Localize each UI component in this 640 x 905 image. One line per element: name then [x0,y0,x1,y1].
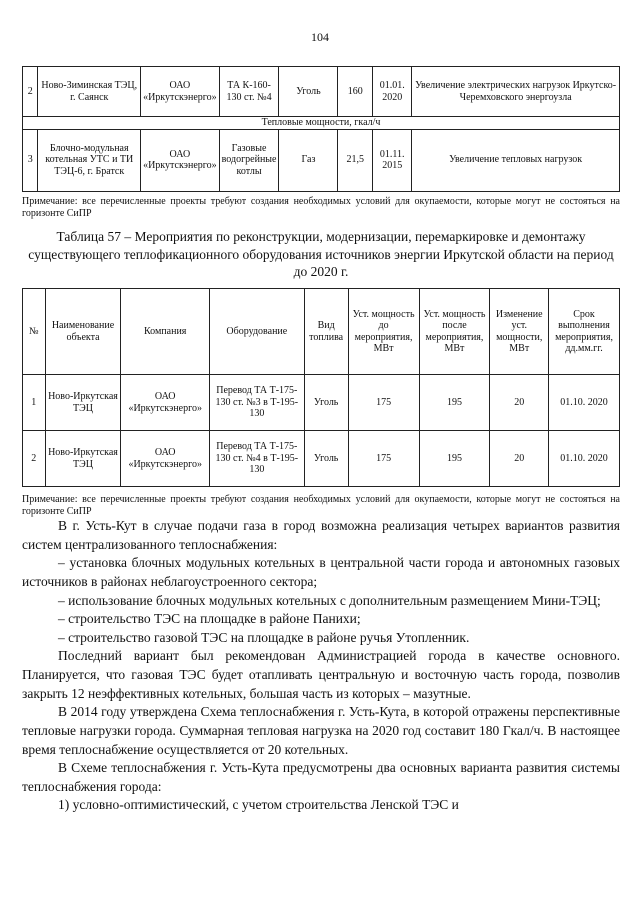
table-cell-change: 20 [490,431,549,487]
paragraph: В 2014 году утверждена Схема теплоснабжения г. Усть-Кута, в которой отражены перспективные тепловые нагрузки города. Суммарная тепловая нагрузка на 2020 год составит 180 Гкал/ч. В настоящее время теплоснабжение осуществляется от 20 котельных. [22,704,620,757]
table-caption: Таблица 57 – Мероприятия по реконструкции, модернизации, перемаркировке и демонтажу существующего теплофикационного оборудования источников энергии Иркутской области на период до 2020 г. [28,229,614,280]
table-row [23,431,620,487]
list-item: – установка блочных модульных котельных в центральной части города и автономных газовых источников в районах неблагоустроенного сектора; [22,555,620,589]
table-cell-after: 195 [419,431,490,487]
column-header: Уст. мощность после мероприятия, МВт [419,289,490,375]
table-cell-fuel: Газ [279,129,338,191]
column-header: Вид топлива [304,289,348,375]
table-cell-name: Блочно-модульная котельная УТС и ТИ ТЭЦ-6, г. Братск [38,129,141,191]
table-cell-capacity: 160 [338,67,373,117]
table-cell-company: ОАО «Иркутскэнерго» [121,375,210,431]
table-cell-name: Ново-Зиминская ТЭЦ, г. Саянск [38,67,141,117]
table-span-row [23,117,620,130]
column-header: Наименование объекта [45,289,121,375]
table-cell-fuel: Уголь [304,431,348,487]
page-number: 104 [311,30,329,44]
table-cell-company: ОАО «Иркутскэнерго» [141,67,220,117]
table-cell-fuel: Уголь [304,375,348,431]
table-cell-reason: Увеличение электрических нагрузок Иркутско-Черемховского энергоузла [412,67,620,117]
table-cell-company: ОАО «Иркутскэнерго» [121,431,210,487]
column-header: Компания [121,289,210,375]
column-header: Изменение уст. мощности, МВт [490,289,549,375]
table-row [23,129,620,191]
table-cell-num: 2 [23,67,38,117]
table-cell-equipment: Перевод ТА Т-175-130 ст. №3 в Т-195-130 [209,375,304,431]
table-cell-num: 2 [23,431,46,487]
list-item: – использование блочных модульных котельных с дополнительным размещением Мини-ТЭЦ; [58,592,601,608]
paragraph: В г. Усть-Кут в случае подачи газа в город возможна реализация четырех вариантов развития систем централизованного теплоснабжения: [22,518,620,552]
table-note: Примечание: все перечисленные проекты требуют создания необходимых условий для окупаемости, которые могут не состояться на горизонте СиПР [22,494,620,517]
table-cell-company: ОАО «Иркутскэнерго» [141,129,220,191]
column-header: Срок выполнения мероприятия, дд.мм.гг. [549,289,620,375]
table-cell-name: Ново-Иркутская ТЭЦ [45,375,121,431]
table-cell-reason: Увеличение тепловых нагрузок [412,129,620,191]
column-header: Уст. мощность до мероприятия, МВт [348,289,419,375]
table-cell-date: 01.11. 2015 [373,129,412,191]
table-header-row [23,289,620,375]
table-cell-date: 01.10. 2020 [549,431,620,487]
table-cell-equipment: Газовые водогрейные котлы [219,129,279,191]
table-cell-equipment: Перевод ТА Т-175-130 ст. №4 в Т-195-130 [209,431,304,487]
table-cell-num: 1 [23,375,46,431]
table-cell-change: 20 [490,375,549,431]
table-note: Примечание: все перечисленные проекты требуют создания необходимых условий для окупаемости, которые могут не состояться на горизонте СиПР [22,196,620,219]
table-cell-num: 3 [23,129,38,191]
table-cell-before: 175 [348,431,419,487]
paragraph: Последний вариант был рекомендован Администрацией города в качестве основного. Планируется, что газовая ТЭС будет отапливать центральную и восточную часть города, позволив закрыть 12 неэффективных котельных, большая часть из которых – мазутные. [22,648,620,701]
table-cell-date: 01.10. 2020 [549,375,620,431]
table-cell-fuel: Уголь [279,67,338,117]
body-text [22,517,620,815]
table-cell-capacity: 21,5 [338,129,373,191]
table-row [23,67,620,117]
table-cell-after: 195 [419,375,490,431]
reconstruction-table [22,288,620,487]
paragraph: В Схеме теплоснабжения г. Усть-Кута предусмотрены два основных варианта развития системы теплоснабжения города: [22,760,620,794]
table-cell-equipment: ТА К-160-130 ст. №4 [219,67,279,117]
table-row [23,375,620,431]
list-item: – строительство газовой ТЭС на площадке в районе ручья Утопленник. [58,629,470,645]
column-header: № [23,289,46,375]
table-cell-name: Ново-Иркутская ТЭЦ [45,431,121,487]
column-header: Оборудование [209,289,304,375]
projects-table-continued [22,66,620,192]
list-item: – строительство ТЭС на площадке в районе Панихи; [58,611,361,627]
table-cell-date: 01.01. 2020 [373,67,412,117]
table-cell-before: 175 [348,375,419,431]
paragraph: 1) условно-оптимистический, с учетом строительства Ленской ТЭС и [58,797,459,813]
thermal-capacity-label: Тепловые мощности, гкал/ч [23,117,620,130]
